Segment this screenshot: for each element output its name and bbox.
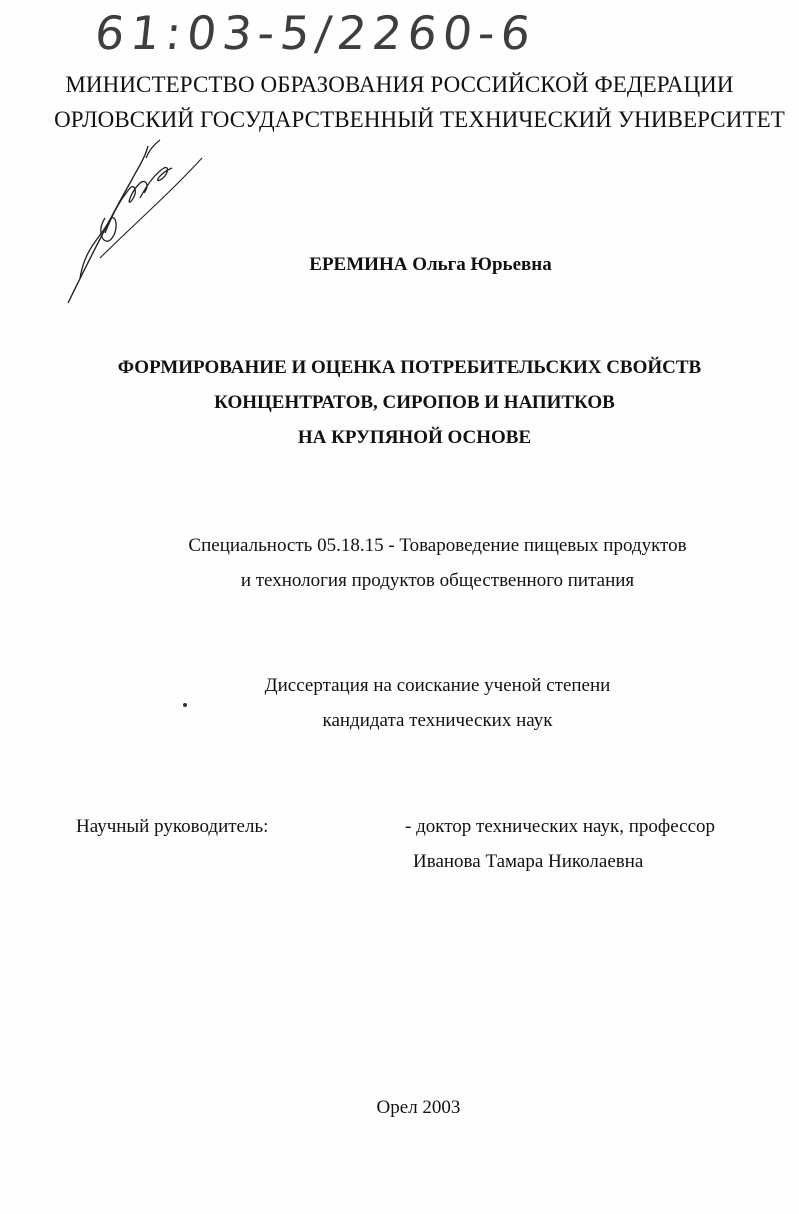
supervisor-credentials: - доктор технических наук, профессор [405,816,716,837]
specialty-line-2: и технология продуктов общественного питания [240,570,635,591]
supervisor-name: Иванова Тамара Николаевна [413,851,644,872]
thesis-title-line-1: ФОРМИРОВАНИЕ И ОЦЕНКА ПОТРЕБИТЕЛЬСКИХ СВОЙСТВ [117,357,702,378]
scan-speck [183,703,187,707]
signature-icon [60,138,210,308]
university-heading: ОРЛОВСКИЙ ГОСУДАРСТВЕННЫЙ ТЕХНИЧЕСКИЙ УНИВЕРСИТЕТ [54,107,785,132]
ministry-heading: МИНИСТЕРСТВО ОБРАЗОВАНИЯ РОССИЙСКОЙ ФЕДЕРАЦИИ [65,72,734,97]
city-year: Орел 2003 [376,1097,461,1118]
thesis-title-line-3: НА КРУПЯНОЙ ОСНОВЕ [297,427,532,448]
degree-line-2: кандидата технических наук [322,710,553,731]
degree-line-1: Диссертация на соискание ученой степени [264,675,611,696]
author-name: ЕРЕМИНА Ольга Юрьевна [309,254,552,275]
thesis-title-line-2: КОНЦЕНТРАТОВ, СИРОПОВ И НАПИТКОВ [214,392,615,413]
specialty-line-1: Специальность 05.18.15 - Товароведение пищевых продуктов [188,535,687,556]
archive-number-handwriting: 61:03-5/2260-6 [92,6,539,60]
supervisor-label: Научный руководитель: [76,816,269,837]
